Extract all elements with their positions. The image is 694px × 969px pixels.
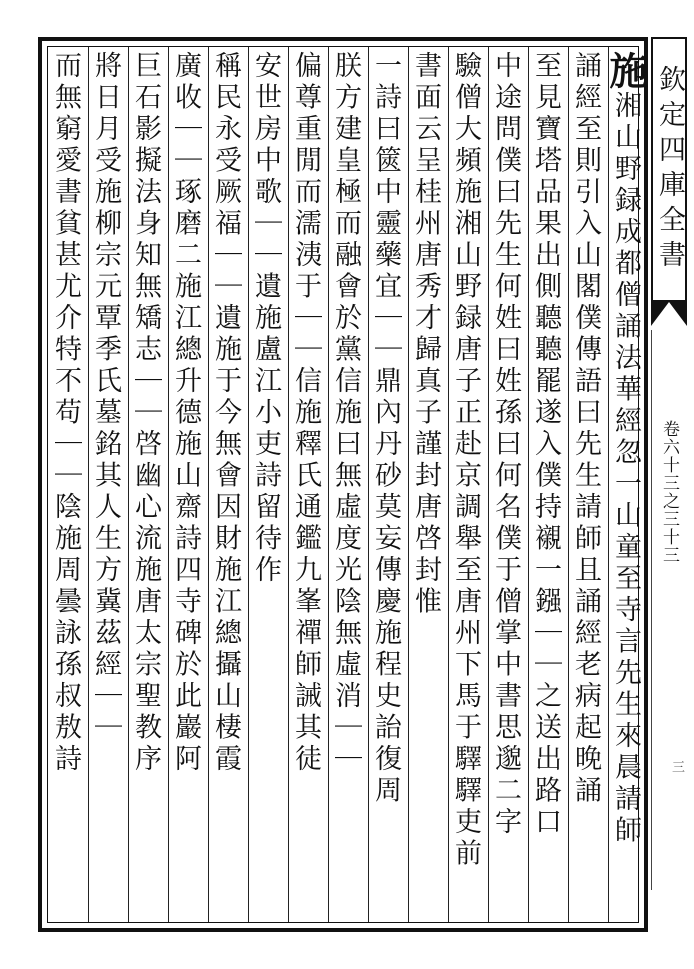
column-heading: 施: [603, 51, 648, 91]
page-frame: [38, 37, 648, 932]
column-text: 而無窮愛書貧甚尤介特不苟｜｜陰施周曇詠孫叔敖詩: [50, 51, 81, 776]
column-text: 至見寶塔品果出側聽聽罷遂入僕持襯一鏹｜｜之送出路口: [530, 51, 561, 839]
column-text: 一詩曰篋中靈藥宜｜｜鼎內丹砂莫妄傳慶施程史詒復周: [370, 51, 401, 807]
column-text: 誦經至則引入山閣僕傳語曰先生請師且誦經老病起晚誦: [570, 51, 601, 807]
column-text: 巨石影擬法身知無矯志｜｜啓幽心流施唐太宗聖教序: [130, 51, 161, 776]
column-text: 將日月受施柳宗元覃季氏墓銘其人生方冀茲經｜｜: [90, 51, 121, 744]
chapter-label: 卷六十三之三十三: [659, 420, 679, 564]
column-text: 朕方建皇極而融會於黨信施曰無虛度光陰無虛消｜｜: [330, 51, 361, 776]
column-text: 湘山野録成都僧誦法華經忽一山童至寺言先生來晨請師: [610, 91, 641, 847]
book-title: 欽定四庫全書: [651, 37, 687, 302]
column-text: 偏尊重閒而濡洟于｜｜信施釋氏通鑑九峯禪師誡其徒: [290, 51, 321, 776]
fish-tail-mark: [651, 302, 687, 326]
column-text: 中途問僕曰先生何姓曰姓孫曰何名僕于僧掌中書思邈二字: [490, 51, 521, 839]
column-text: 廣收｜｜琢磨二施江總升德施山齋詩四寺碑於此巖阿: [170, 51, 201, 776]
column-text: 稱民永受厥福｜｜遺施于今無會因財施江總攝山棲霞: [210, 51, 241, 776]
column-text: 驗僧大頻施湘山野録唐子正赴京調舉至唐州下馬于驛驛吏前: [450, 51, 481, 870]
page-number: 三: [669, 760, 684, 773]
text-column-15: [40, 51, 90, 925]
column-text: 安世房中歌｜｜遺施盧江小吏詩留待作: [250, 51, 281, 587]
column-text: 書面云呈桂州唐秀才歸真子謹封唐啓封惟: [410, 51, 441, 618]
